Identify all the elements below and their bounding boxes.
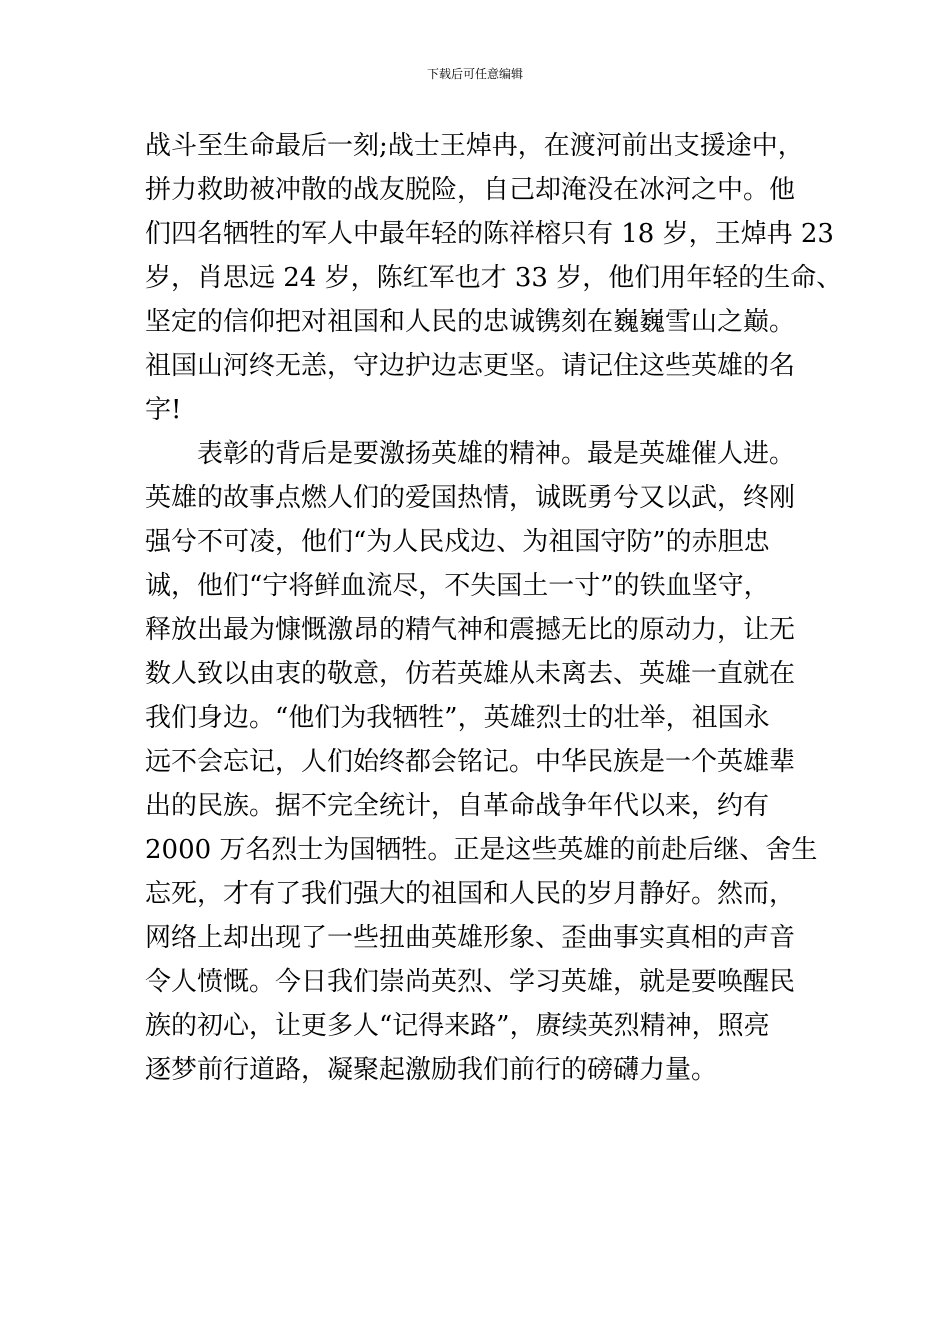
- text-line: 2000 万名烈士为国牺牲。正是这些英雄的前赴后继、舍生: [145, 835, 818, 865]
- text-line: 族的初心，让更多人“记得来路”，赓续英烈精神，照亮: [145, 1011, 770, 1041]
- text-line: 数人致以由衷的敬意，仿若英雄从未离去、英雄一直就在: [145, 659, 796, 689]
- text-line: 拼力救助被冲散的战友脱险，自己却淹没在冰河之中。他: [145, 175, 796, 205]
- document-body: [145, 124, 843, 1092]
- text-line-first: 表彰的背后是要激扬英雄的精神。最是英雄催人进。: [197, 439, 796, 469]
- paragraph-1: [145, 124, 843, 432]
- text-line: 战斗至生命最后一刻;战士王焯冉，在渡河前出支援途中，: [145, 131, 804, 161]
- text-line: 出的民族。据不完全统计，自革命战争年代以来，约有: [145, 791, 770, 821]
- text-line: 坚定的信仰把对祖国和人民的忠诚镌刻在巍巍雪山之巅。: [145, 307, 796, 337]
- text-line: 们四名牺牲的军人中最年轻的陈祥榕只有 18 岁，王焯冉 23: [145, 219, 834, 249]
- text-line: 岁，肖思远 24 岁，陈红军也才 33 岁，他们用年轻的生命、: [145, 263, 843, 293]
- text-line: 英雄的故事点燃人们的爱国热情，诚既勇兮又以武，终刚: [145, 483, 796, 513]
- page-header: 下载后可任意编辑: [426, 67, 523, 81]
- text-line: 诚，他们“宁将鲜血流尽，不失国土一寸”的铁血坚守，: [145, 571, 770, 601]
- text-line: 忘死，才有了我们强大的祖国和人民的岁月静好。然而，: [145, 879, 796, 909]
- text-line: 网络上却出现了一些扭曲英雄形象、歪曲事实真相的声音: [145, 923, 796, 953]
- text-line: 远不会忘记，人们始终都会铭记。中华民族是一个英雄辈: [145, 747, 796, 777]
- text-line: 释放出最为慷慨激昂的精气神和震撼无比的原动力，让无: [145, 615, 796, 645]
- text-line: 祖国山河终无恙，守边护边志更坚。请记住这些英雄的名: [145, 351, 796, 381]
- paragraph-2: [145, 432, 818, 1092]
- text-line: 字!: [145, 395, 182, 425]
- text-line: 逐梦前行道路，凝聚起激励我们前行的磅礴力量。: [145, 1055, 718, 1085]
- text-line: 令人愤慨。今日我们崇尚英烈、学习英雄，就是要唤醒民: [145, 967, 796, 997]
- text-line: 我们身边。“他们为我牺牲”，英雄烈士的壮举，祖国永: [145, 703, 770, 733]
- text-line: 强兮不可凌，他们“为人民戍边、为祖国守防”的赤胆忠: [145, 527, 770, 557]
